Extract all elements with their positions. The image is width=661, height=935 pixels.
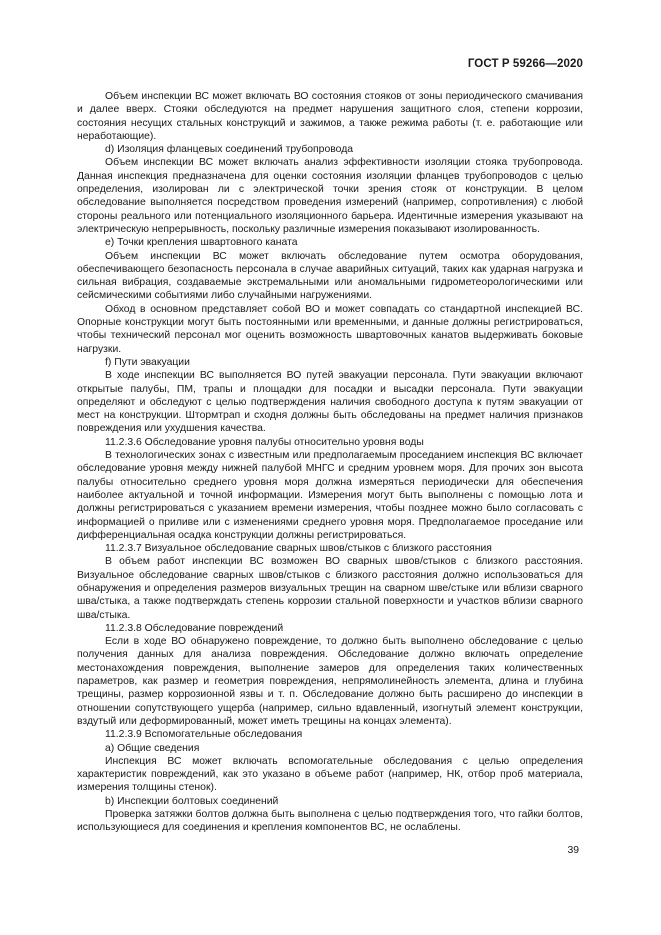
document-header: ГОСТ Р 59266—2020	[467, 58, 583, 70]
document-body	[77, 90, 583, 835]
paragraph: В ходе инспекции ВС выполняется ВО путей эвакуации персонала. Пути эвакуации включают открытые палубы, ПМ, трапы и площадки для посадки и высадки персонала. Пути эвакуации определяют и обследуют с целью подтверждения наличия свободного доступа к путям эвакуации от мест на конструкции. Штормтрап и сходня должны быть обследованы на предмет наличия признаков повреждения или ухудшения качества.	[77, 370, 583, 435]
paragraph: Объем инспекции ВС может включать обследование путем осмотра оборудования, обеспечивающего безопасность персонала в случае аварийных ситуаций, таких как ударная нагрузка и сильная вибрация, создаваемые экстремальными или аномальными гидрометеорологическими или сейсмическими событиями либо случайными нагружениями.	[77, 250, 583, 302]
paragraph: Проверка затяжки болтов должна быть выполнена с целью подтверждения того, что гайки болтов, использующиеся для соединения и крепления компонентов ВС, не ослаблены.	[77, 809, 583, 834]
paragraph: Объем инспекции ВС может включать ВО состояния стояков от зоны периодического смачивания и далее вверх. Стояки обследуются на предмет нарушения защитного слоя, степени коррозии, состояния несущих стальных конструкций и зажимов, а также режима работы (т. е. работающие или неработающие).	[77, 91, 583, 142]
paragraph: В технологических зонах с известным или предполагаемым проседанием инспекция ВС включает обследование уровня между нижней палубой МНГС и средним уровнем моря. Для прочих зон высота палубы относительно среднего уровня моря должна измеряться периодически для обеспечения наиболее актуальной и точной информации. Измерения могут быть выполнены с помощью лота и должны регистрироваться с указанием времени измерения, чтобы позднее можно было согласовать с информацией о приливе или с изменениями среднего уровня моря. Предполагаемое проседание или дифференциальная осадка конструкции должны регистрироваться.	[77, 450, 583, 541]
section-heading: 11.2.3.9 Вспомогательные обследования	[105, 729, 303, 741]
list-item-heading: d) Изоляция фланцевых соединений трубопровода	[105, 144, 354, 156]
list-item-heading: b) Инспекции болтовых соединений	[105, 795, 279, 807]
paragraph: Обход в основном представляет собой ВО и может совпадать со стандартной инспекцией ВС. Опорные конструкции могут быть постоянными или временными, и данные должны регистрироваться, чтобы технический персонал мог оценить возможность швартовочных канатов выдерживать боковые нагрузки.	[77, 303, 583, 355]
page-number: 39	[567, 845, 579, 856]
list-item-heading: a) Общие сведения	[105, 742, 200, 754]
paragraph: Объем инспекции ВС может включать анализ эффективности изоляции стояка трубопровода. Данная инспекция предназначена для оценки состояния изоляции фланцев трубопроводов с целью определения, изолирован ли с электрической точки зрения стояк от конструкции. В целом обследование выполняется посредством проведения измерений (например, сопротивления) с любой стороны реального или потенциального изоляционного барьера. Идентичные измерения указывают на электрическую непрерывность, поскольку различные измерения показывают изолированность.	[77, 157, 583, 235]
paragraph: В объем работ инспекции ВС возможен ВО сварных швов/стыков с близкого расстояния. Визуальное обследование сварных швов/стыков с близкого расстояния должно использоваться для обнаружения и определения размеров визуальных трещин на сварном шве/стыке или вблизи сварного шва/стыка, а также подтверждать степень коррозии стальной поверхности и участков вблизи сварного шва/стыка.	[77, 556, 583, 621]
section-heading: 11.2.3.6 Обследование уровня палубы относительно уровня воды	[105, 436, 424, 448]
list-item-heading: f) Пути эвакуации	[105, 356, 190, 368]
paragraph: Если в ходе ВО обнаружено повреждение, то должно быть выполнено обследование с целью получения данных для анализа повреждения. Обследование должно включать определение местонахождения повреждения, выполнение замеров для определения таких количественных параметров, как размер и геометрия повреждения, непрямолинейность элемента, длина и глубина трещины, размер коррозионной язвы и т. п. Обследование должно быть расширено до инспекции в отношении сопутствующего ущерба (например, сильно вдавленный, изогнутый элемент конструкции, вздутый или деформированный, может иметь трещины на концах элемента).	[77, 636, 583, 727]
section-heading: 11.2.3.8 Обследование повреждений	[105, 622, 284, 634]
paragraph: Инспекция ВС может включать вспомогательные обследования с целью определения характеристик повреждений, как это указано в объеме работ (например, НК, отбор проб материала, измерения толщины стенок).	[77, 755, 583, 794]
list-item-heading: e) Точки крепления швартовного каната	[105, 237, 298, 249]
section-heading: 11.2.3.7 Визуальное обследование сварных швов/стыков с близкого расстояния	[105, 543, 492, 555]
